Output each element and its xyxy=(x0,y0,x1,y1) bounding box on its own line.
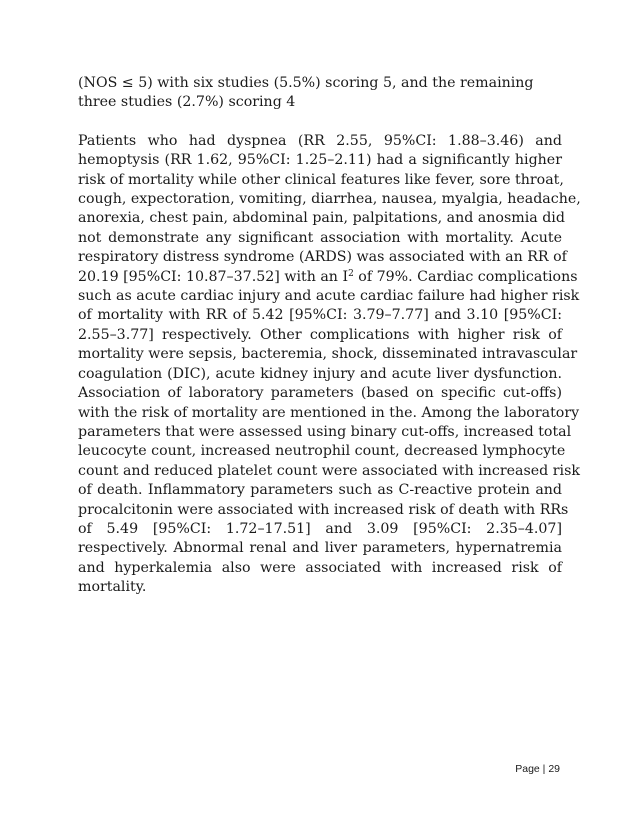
text-line: such as acute cardiac injury and acute cardiac failure had higher risk xyxy=(78,288,580,305)
text-line: coagulation (DIC), acute kidney injury and acute liver dysfunction. xyxy=(78,365,562,382)
text-line: Association of laboratory parameters (based on specific cut-offs) xyxy=(78,385,562,402)
page-number: Page | 29 xyxy=(515,763,560,775)
text-line-tail: of 79%. Cardiac complications xyxy=(353,268,578,285)
text-line: not demonstrate any significant association with mortality. Acute xyxy=(78,229,562,246)
text-line: Patients who had dyspnea (RR 2.55, 95%CI: 1.88–3.46) and xyxy=(78,132,562,149)
text-line: count and reduced platelet count were associated with increased risk xyxy=(78,462,580,479)
text-line: hemoptysis (RR 1.62, 95%CI: 1.25–2.11) had a significantly higher xyxy=(78,152,562,169)
text-line: leucocyte count, increased neutrophil count, decreased lymphocyte xyxy=(78,443,566,460)
text-line: mortality were sepsis, bacteremia, shock, disseminated intravascular xyxy=(78,346,578,363)
text-line: of 5.49 [95%CI: 1.72–17.51] and 3.09 [95%CI: 2.35–4.07] xyxy=(78,520,562,537)
text-line: 2.55–3.77] respectively. Other complications with higher risk of xyxy=(78,326,562,343)
text-line: risk of mortality while other clinical features like fever, sore throat, xyxy=(78,171,564,188)
text-line: anorexia, chest pain, abdominal pain, palpitations, and anosmia did xyxy=(78,210,565,227)
text-line: respectively. Abnormal renal and liver parameters, hypernatremia xyxy=(78,540,562,557)
text-line: and hyperkalemia also were associated with increased risk of xyxy=(78,559,562,576)
paragraph-mortality-risk xyxy=(78,132,581,598)
text-line-with-superscript xyxy=(78,268,578,287)
paragraph-nos-scores: (NOS ≤ 5) with six studies (5.5%) scoring 5, and the remaining three studies (2.7%) scoring 4 xyxy=(78,75,534,111)
text-line: of death. Inflammatory parameters such as C-reactive protein and xyxy=(78,482,562,499)
text-line-head: 20.19 [95%CI: 10.87–37.52] with an I xyxy=(78,268,349,285)
text-line: procalcitonin were associated with increased risk of death with RRs xyxy=(78,501,569,518)
text-line: of mortality with RR of 5.42 [95%CI: 3.79–7.77] and 3.10 [95%CI: xyxy=(78,307,562,324)
text-line: parameters that were assessed using binary cut-offs, increased total xyxy=(78,423,572,440)
text-line: with the risk of mortality are mentioned in the. Among the laboratory xyxy=(78,404,580,421)
page-content xyxy=(78,74,581,598)
superscript-2: 2 xyxy=(348,268,354,279)
text-line: cough, expectoration, vomiting, diarrhea, nausea, myalgia, headache, xyxy=(78,191,581,208)
text-line: mortality. xyxy=(78,579,147,596)
text-line: respiratory distress syndrome (ARDS) was associated with an RR of xyxy=(78,249,567,266)
